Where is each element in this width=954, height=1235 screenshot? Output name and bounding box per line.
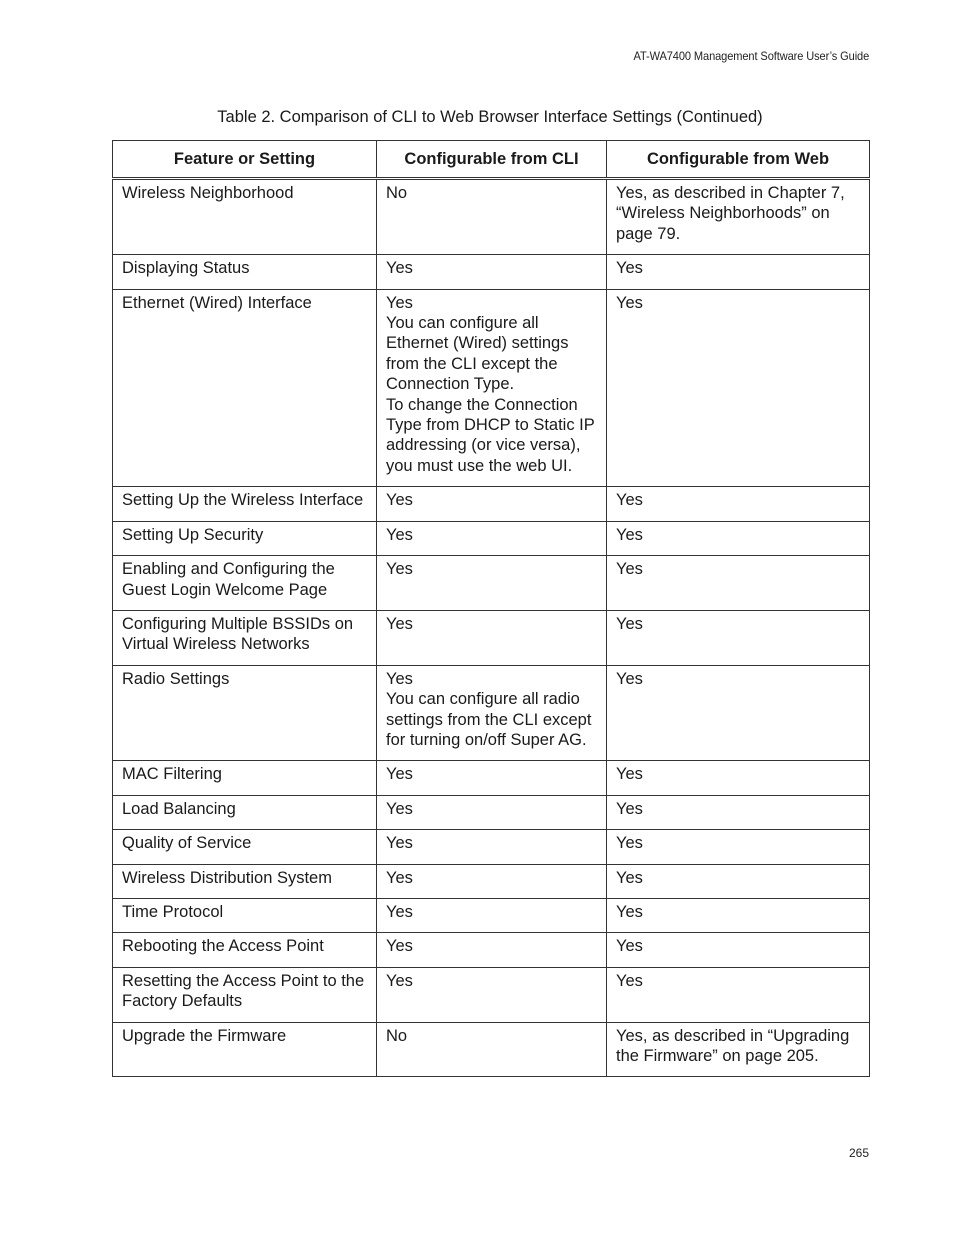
- feature-cell: [113, 761, 377, 795]
- table-row: [113, 898, 870, 932]
- cell-text: Yes: [386, 614, 413, 633]
- feature-cell: [113, 610, 377, 665]
- cell-text: Yes: [616, 491, 643, 510]
- table-row: [113, 665, 870, 761]
- cell-text: Yes: [616, 614, 643, 633]
- cell-text: Yes: [616, 560, 643, 579]
- table-row: [113, 864, 870, 898]
- cell-text: Yes: [386, 971, 413, 990]
- cell-text: Resetting the Access Point to the Factory Defaults: [122, 971, 365, 1011]
- cli-cell: [377, 1022, 607, 1077]
- web-cell: [607, 967, 870, 1022]
- table-header-row: [113, 141, 870, 179]
- cell-text: Yes: [616, 834, 643, 853]
- cli-cell: [377, 255, 607, 289]
- cli-cell: [377, 487, 607, 521]
- cell-text: Yes: [616, 259, 643, 278]
- table-row: [113, 289, 870, 487]
- web-cell: [607, 665, 870, 761]
- table-row: [113, 610, 870, 665]
- cell-text: Yes: [386, 259, 413, 278]
- web-cell: [607, 610, 870, 665]
- cell-text: Load Balancing: [122, 799, 236, 818]
- feature-cell: [113, 933, 377, 967]
- web-cell: [607, 487, 870, 521]
- cell-text: Yes: [386, 765, 413, 784]
- cell-text: MAC Filtering: [122, 765, 222, 784]
- cell-text: Yes: [616, 293, 643, 312]
- cell-text: Yes: [616, 971, 643, 990]
- cli-cell: [377, 898, 607, 932]
- web-cell: [607, 933, 870, 967]
- feature-cell: [113, 795, 377, 829]
- cell-text: Wireless Neighborhood: [122, 184, 294, 202]
- cli-cell: [377, 610, 607, 665]
- cell-text: To change the Connection Type from DHCP to Static IP addressing (or vice versa), you must use the web UI.: [386, 395, 595, 475]
- cell-text: Yes: [386, 834, 413, 853]
- web-cell: [607, 830, 870, 864]
- cell-text: No: [386, 184, 408, 202]
- feature-cell: [113, 967, 377, 1022]
- cell-text: Radio Settings: [122, 669, 230, 688]
- cell-text: Setting Up the Wireless Interface: [122, 491, 364, 510]
- feature-cell: [113, 521, 377, 555]
- cli-cell: [377, 179, 607, 255]
- cell-text: Yes: [616, 902, 643, 921]
- cli-cell: [377, 556, 607, 611]
- column-header-web: Configurable from Web: [607, 141, 870, 179]
- cell-text: Yes: [386, 799, 413, 818]
- table-row: [113, 556, 870, 611]
- cell-text: Yes: [386, 560, 413, 579]
- cell-text: Yes: [386, 669, 413, 688]
- cell-text: Displaying Status: [122, 259, 250, 278]
- feature-cell: [113, 179, 377, 255]
- cell-text: Yes, as described in “Upgrading the Firmware” on page 205.: [616, 1026, 850, 1065]
- cell-text: Yes: [386, 293, 413, 312]
- web-cell: [607, 521, 870, 555]
- web-cell: [607, 556, 870, 611]
- feature-cell: [113, 289, 377, 487]
- cli-cell: [377, 289, 607, 487]
- cell-text: Setting Up Security: [122, 525, 264, 544]
- cell-text: Yes: [386, 937, 413, 956]
- table-row: [113, 179, 870, 255]
- table-row: [113, 795, 870, 829]
- cell-text: Enabling and Configuring the Guest Login Welcome Page: [122, 560, 335, 599]
- web-cell: [607, 898, 870, 932]
- cell-text: Quality of Service: [122, 834, 252, 853]
- cell-text: Yes: [386, 491, 413, 510]
- web-cell: [607, 761, 870, 795]
- web-cell: [607, 1022, 870, 1077]
- feature-cell: [113, 898, 377, 932]
- cli-cell: [377, 933, 607, 967]
- cell-text: Yes: [616, 669, 643, 688]
- cell-text: Wireless Distribution System: [122, 868, 332, 887]
- cell-text: Upgrade the Firmware: [122, 1026, 287, 1045]
- comparison-table: [112, 140, 870, 1077]
- cell-text: Time Protocol: [122, 902, 224, 921]
- feature-cell: [113, 255, 377, 289]
- cell-text: Yes: [616, 799, 643, 818]
- feature-cell: [113, 864, 377, 898]
- cli-cell: [377, 665, 607, 761]
- cell-text: You can configure all Ethernet (Wired) settings from the CLI except the Connection Type.: [386, 314, 569, 394]
- running-header: AT-WA7400 Management Software User’s Guide: [633, 49, 869, 63]
- cell-text: Yes: [386, 902, 413, 921]
- web-cell: [607, 795, 870, 829]
- table-row: [113, 487, 870, 521]
- feature-cell: [113, 665, 377, 761]
- cell-text: Yes: [616, 868, 643, 887]
- feature-cell: [113, 830, 377, 864]
- cell-text: Yes, as described in Chapter 7, “Wireless Neighborhoods” on page 79.: [616, 184, 845, 243]
- cell-text: You can configure all radio settings from the CLI except for turning on/off Super AG.: [386, 690, 592, 749]
- cli-cell: [377, 521, 607, 555]
- table-body: [113, 179, 870, 1077]
- cell-text: Ethernet (Wired) Interface: [122, 293, 312, 312]
- web-cell: [607, 289, 870, 487]
- cli-cell: [377, 830, 607, 864]
- cell-text: Configuring Multiple BSSIDs on Virtual Wireless Networks: [122, 614, 354, 654]
- table-row: [113, 521, 870, 555]
- table-caption: Table 2. Comparison of CLI to Web Browser Interface Settings (Continued): [217, 108, 763, 126]
- web-cell: [607, 864, 870, 898]
- cell-text: Yes: [386, 525, 413, 544]
- table-row: [113, 967, 870, 1022]
- web-cell: [607, 255, 870, 289]
- cli-cell: [377, 761, 607, 795]
- feature-cell: [113, 1022, 377, 1077]
- cell-text: Yes: [616, 765, 643, 784]
- cell-text: Yes: [386, 868, 413, 887]
- cell-text: No: [386, 1026, 408, 1045]
- table-row: [113, 830, 870, 864]
- column-header-cli: Configurable from CLI: [377, 141, 607, 179]
- cli-cell: [377, 967, 607, 1022]
- cli-cell: [377, 795, 607, 829]
- page-number: 265: [848, 1146, 869, 1160]
- cell-text: Yes: [616, 937, 643, 956]
- cell-text: Yes: [616, 525, 643, 544]
- column-header-feature: Feature or Setting: [113, 141, 377, 179]
- feature-cell: [113, 556, 377, 611]
- feature-cell: [113, 487, 377, 521]
- table-row: [113, 761, 870, 795]
- web-cell: [607, 179, 870, 255]
- table-row: [113, 255, 870, 289]
- table-row: [113, 1022, 870, 1077]
- cli-cell: [377, 864, 607, 898]
- table-row: [113, 933, 870, 967]
- cell-text: Rebooting the Access Point: [122, 937, 324, 956]
